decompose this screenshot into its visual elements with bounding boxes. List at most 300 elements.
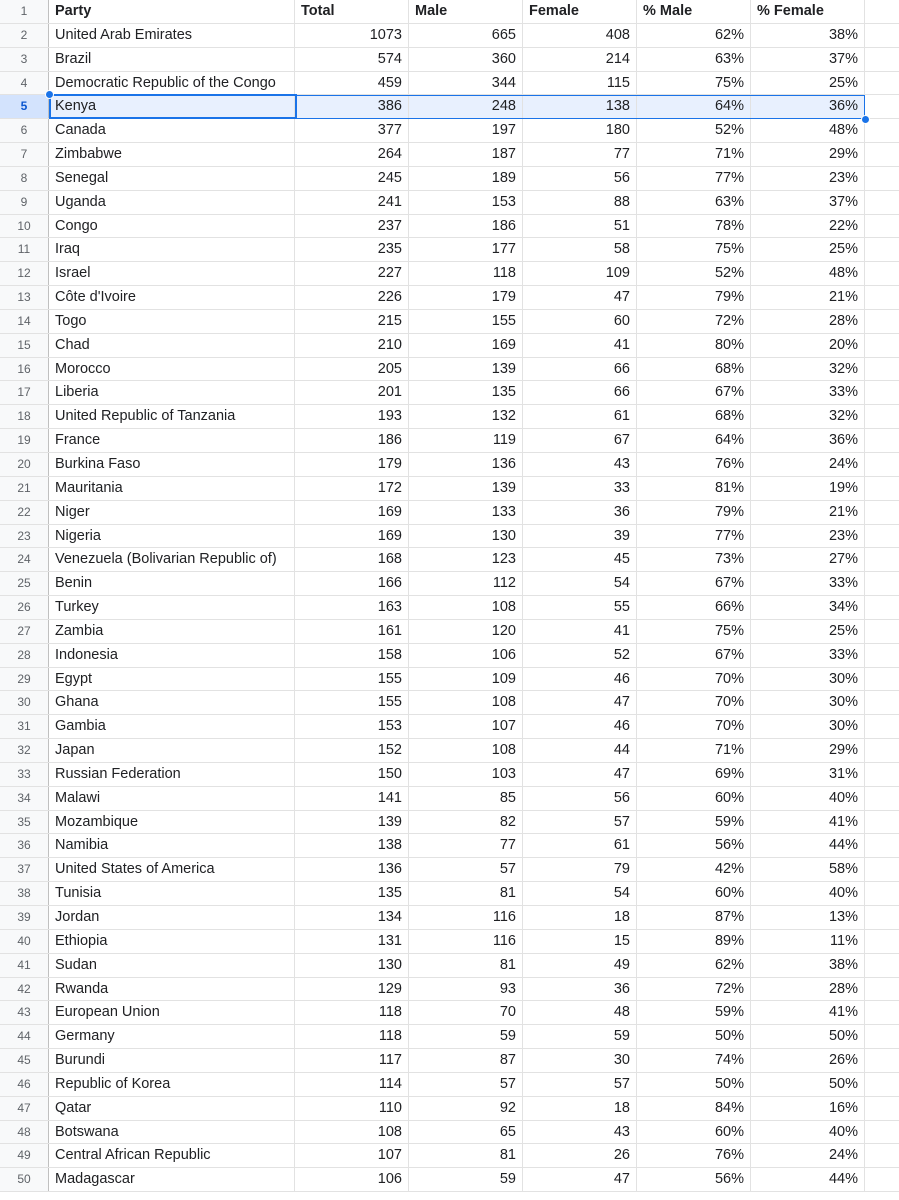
cell-total[interactable]: 169 (295, 525, 409, 548)
empty-cell[interactable] (865, 381, 899, 404)
cell-pct-male[interactable]: 68% (637, 358, 751, 381)
cell-female[interactable]: 54 (523, 572, 637, 595)
table-row[interactable] (0, 906, 899, 930)
empty-cell[interactable] (865, 548, 899, 571)
cell-pct-female[interactable]: 27% (751, 548, 865, 571)
row-number[interactable]: 17 (0, 381, 49, 404)
table-row[interactable] (0, 1025, 899, 1049)
cell-total[interactable]: 1073 (295, 24, 409, 47)
cell-total[interactable]: 152 (295, 739, 409, 762)
cell-female[interactable]: 47 (523, 763, 637, 786)
cell-party[interactable]: Madagascar (49, 1168, 295, 1191)
cell-male[interactable]: 130 (409, 525, 523, 548)
cell-male[interactable]: 81 (409, 1144, 523, 1167)
header-cell-pct-male[interactable]: % Male (637, 0, 751, 23)
cell-male[interactable]: 136 (409, 453, 523, 476)
table-row[interactable] (0, 429, 899, 453)
cell-total[interactable]: 169 (295, 501, 409, 524)
cell-female[interactable]: 56 (523, 167, 637, 190)
cell-female[interactable]: 18 (523, 906, 637, 929)
cell-female[interactable]: 47 (523, 1168, 637, 1191)
cell-pct-female[interactable]: 58% (751, 858, 865, 881)
cell-pct-male[interactable]: 63% (637, 191, 751, 214)
cell-party[interactable]: United States of America (49, 858, 295, 881)
cell-female[interactable]: 214 (523, 48, 637, 71)
cell-pct-male[interactable]: 67% (637, 644, 751, 667)
row-number[interactable]: 35 (0, 811, 49, 834)
cell-total[interactable]: 163 (295, 596, 409, 619)
table-row[interactable] (0, 191, 899, 215)
cell-female[interactable]: 46 (523, 668, 637, 691)
cell-pct-male[interactable]: 50% (637, 1025, 751, 1048)
cell-pct-male[interactable]: 67% (637, 572, 751, 595)
empty-cell[interactable] (865, 0, 899, 23)
empty-cell[interactable] (865, 238, 899, 261)
cell-pct-male[interactable]: 70% (637, 715, 751, 738)
cell-female[interactable]: 180 (523, 119, 637, 142)
cell-pct-female[interactable]: 40% (751, 882, 865, 905)
table-row[interactable] (0, 739, 899, 763)
cell-pct-male[interactable]: 63% (637, 48, 751, 71)
row-number[interactable]: 9 (0, 191, 49, 214)
cell-male[interactable]: 179 (409, 286, 523, 309)
cell-female[interactable]: 54 (523, 882, 637, 905)
header-cell-female[interactable]: Female (523, 0, 637, 23)
cell-total[interactable]: 114 (295, 1073, 409, 1096)
cell-male[interactable]: 81 (409, 882, 523, 905)
row-number[interactable]: 21 (0, 477, 49, 500)
table-row[interactable] (0, 167, 899, 191)
cell-total[interactable]: 264 (295, 143, 409, 166)
cell-party[interactable]: Sudan (49, 954, 295, 977)
cell-party[interactable]: Botswana (49, 1121, 295, 1144)
cell-total[interactable]: 193 (295, 405, 409, 428)
row-number[interactable]: 38 (0, 882, 49, 905)
empty-cell[interactable] (865, 262, 899, 285)
row-number[interactable]: 6 (0, 119, 49, 142)
cell-party[interactable]: Kenya (49, 95, 295, 118)
cell-party[interactable]: Germany (49, 1025, 295, 1048)
empty-cell[interactable] (865, 739, 899, 762)
cell-total[interactable]: 118 (295, 1001, 409, 1024)
cell-pct-female[interactable]: 30% (751, 715, 865, 738)
cell-female[interactable]: 41 (523, 334, 637, 357)
empty-cell[interactable] (865, 978, 899, 1001)
cell-pct-male[interactable]: 70% (637, 691, 751, 714)
cell-party[interactable]: Gambia (49, 715, 295, 738)
cell-male[interactable]: 118 (409, 262, 523, 285)
cell-female[interactable]: 61 (523, 405, 637, 428)
cell-total[interactable]: 155 (295, 691, 409, 714)
cell-total[interactable]: 130 (295, 954, 409, 977)
empty-cell[interactable] (865, 858, 899, 881)
empty-cell[interactable] (865, 1025, 899, 1048)
cell-total[interactable]: 131 (295, 930, 409, 953)
cell-pct-male[interactable]: 75% (637, 620, 751, 643)
empty-cell[interactable] (865, 429, 899, 452)
cell-party[interactable]: Nigeria (49, 525, 295, 548)
cell-female[interactable]: 44 (523, 739, 637, 762)
row-number[interactable]: 8 (0, 167, 49, 190)
cell-total[interactable]: 172 (295, 477, 409, 500)
cell-pct-male[interactable]: 81% (637, 477, 751, 500)
row-number[interactable]: 47 (0, 1097, 49, 1120)
cell-party[interactable]: Chad (49, 334, 295, 357)
cell-male[interactable]: 108 (409, 691, 523, 714)
empty-cell[interactable] (865, 1049, 899, 1072)
table-row[interactable] (0, 930, 899, 954)
empty-cell[interactable] (865, 24, 899, 47)
cell-pct-male[interactable]: 59% (637, 811, 751, 834)
header-cell-total[interactable]: Total (295, 0, 409, 23)
cell-female[interactable]: 57 (523, 1073, 637, 1096)
cell-party[interactable]: Burundi (49, 1049, 295, 1072)
cell-total[interactable]: 117 (295, 1049, 409, 1072)
cell-pct-male[interactable]: 79% (637, 286, 751, 309)
row-number[interactable]: 37 (0, 858, 49, 881)
row-number[interactable]: 44 (0, 1025, 49, 1048)
cell-female[interactable]: 61 (523, 834, 637, 857)
empty-cell[interactable] (865, 477, 899, 500)
row-number[interactable]: 20 (0, 453, 49, 476)
cell-pct-male[interactable]: 59% (637, 1001, 751, 1024)
cell-pct-male[interactable]: 60% (637, 787, 751, 810)
row-number[interactable]: 41 (0, 954, 49, 977)
cell-pct-female[interactable]: 16% (751, 1097, 865, 1120)
cell-female[interactable]: 55 (523, 596, 637, 619)
cell-pct-male[interactable]: 42% (637, 858, 751, 881)
cell-party[interactable]: Japan (49, 739, 295, 762)
cell-male[interactable]: 133 (409, 501, 523, 524)
cell-total[interactable]: 155 (295, 668, 409, 691)
cell-total[interactable]: 215 (295, 310, 409, 333)
row-number[interactable]: 49 (0, 1144, 49, 1167)
cell-total[interactable]: 377 (295, 119, 409, 142)
cell-pct-male[interactable]: 89% (637, 930, 751, 953)
cell-pct-female[interactable]: 25% (751, 72, 865, 95)
cell-party[interactable]: European Union (49, 1001, 295, 1024)
cell-pct-male[interactable]: 79% (637, 501, 751, 524)
cell-pct-male[interactable]: 50% (637, 1073, 751, 1096)
cell-male[interactable]: 107 (409, 715, 523, 738)
cell-pct-male[interactable]: 72% (637, 310, 751, 333)
row-number[interactable]: 28 (0, 644, 49, 667)
cell-party[interactable]: Benin (49, 572, 295, 595)
table-row[interactable] (0, 238, 899, 262)
empty-cell[interactable] (865, 191, 899, 214)
cell-pct-male[interactable]: 60% (637, 1121, 751, 1144)
row-number[interactable]: 39 (0, 906, 49, 929)
cell-male[interactable]: 112 (409, 572, 523, 595)
cell-pct-male[interactable]: 73% (637, 548, 751, 571)
cell-total[interactable]: 459 (295, 72, 409, 95)
cell-total[interactable]: 136 (295, 858, 409, 881)
cell-party[interactable]: Liberia (49, 381, 295, 404)
cell-male[interactable]: 82 (409, 811, 523, 834)
cell-party[interactable]: Israel (49, 262, 295, 285)
cell-female[interactable]: 45 (523, 548, 637, 571)
row-number[interactable]: 19 (0, 429, 49, 452)
table-row[interactable] (0, 858, 899, 882)
table-row[interactable] (0, 596, 899, 620)
cell-total[interactable]: 210 (295, 334, 409, 357)
cell-male[interactable]: 189 (409, 167, 523, 190)
row-number[interactable]: 3 (0, 48, 49, 71)
table-row[interactable] (0, 1073, 899, 1097)
cell-female[interactable]: 46 (523, 715, 637, 738)
table-row[interactable] (0, 1001, 899, 1025)
cell-total[interactable]: 226 (295, 286, 409, 309)
empty-cell[interactable] (865, 811, 899, 834)
row-number[interactable]: 14 (0, 310, 49, 333)
cell-party[interactable]: Ghana (49, 691, 295, 714)
cell-pct-female[interactable]: 25% (751, 620, 865, 643)
empty-cell[interactable] (865, 882, 899, 905)
cell-total[interactable]: 108 (295, 1121, 409, 1144)
table-row[interactable] (0, 954, 899, 978)
cell-male[interactable]: 119 (409, 429, 523, 452)
cell-pct-female[interactable]: 37% (751, 48, 865, 71)
cell-party[interactable]: Brazil (49, 48, 295, 71)
cell-total[interactable]: 153 (295, 715, 409, 738)
cell-female[interactable]: 408 (523, 24, 637, 47)
cell-party[interactable]: Senegal (49, 167, 295, 190)
cell-pct-male[interactable]: 74% (637, 1049, 751, 1072)
empty-cell[interactable] (865, 596, 899, 619)
cell-male[interactable]: 92 (409, 1097, 523, 1120)
table-row[interactable] (0, 501, 899, 525)
cell-male[interactable]: 57 (409, 858, 523, 881)
cell-total[interactable]: 168 (295, 548, 409, 571)
cell-male[interactable]: 177 (409, 238, 523, 261)
cell-male[interactable]: 248 (409, 95, 523, 118)
table-row[interactable] (0, 787, 899, 811)
cell-pct-female[interactable]: 50% (751, 1025, 865, 1048)
cell-pct-male[interactable]: 52% (637, 119, 751, 142)
cell-male[interactable]: 187 (409, 143, 523, 166)
cell-pct-female[interactable]: 33% (751, 381, 865, 404)
row-number[interactable]: 43 (0, 1001, 49, 1024)
cell-party[interactable]: Congo (49, 215, 295, 238)
empty-cell[interactable] (865, 930, 899, 953)
cell-total[interactable]: 141 (295, 787, 409, 810)
cell-total[interactable]: 179 (295, 453, 409, 476)
cell-female[interactable]: 49 (523, 954, 637, 977)
table-row[interactable] (0, 978, 899, 1002)
empty-cell[interactable] (865, 668, 899, 691)
cell-party[interactable]: United Arab Emirates (49, 24, 295, 47)
cell-male[interactable]: 123 (409, 548, 523, 571)
cell-pct-female[interactable]: 40% (751, 1121, 865, 1144)
cell-pct-female[interactable]: 19% (751, 477, 865, 500)
cell-pct-female[interactable]: 21% (751, 286, 865, 309)
cell-pct-female[interactable]: 38% (751, 24, 865, 47)
empty-cell[interactable] (865, 334, 899, 357)
cell-party[interactable]: Indonesia (49, 644, 295, 667)
cell-female[interactable]: 36 (523, 501, 637, 524)
row-number[interactable]: 26 (0, 596, 49, 619)
cell-pct-female[interactable]: 20% (751, 334, 865, 357)
cell-pct-male[interactable]: 84% (637, 1097, 751, 1120)
cell-total[interactable]: 118 (295, 1025, 409, 1048)
cell-male[interactable]: 77 (409, 834, 523, 857)
empty-cell[interactable] (865, 787, 899, 810)
table-row[interactable] (0, 48, 899, 72)
cell-female[interactable]: 58 (523, 238, 637, 261)
table-row[interactable] (0, 358, 899, 382)
cell-female[interactable]: 115 (523, 72, 637, 95)
cell-male[interactable]: 153 (409, 191, 523, 214)
row-number[interactable]: 34 (0, 787, 49, 810)
cell-pct-male[interactable]: 66% (637, 596, 751, 619)
cell-pct-female[interactable]: 29% (751, 143, 865, 166)
row-number[interactable]: 22 (0, 501, 49, 524)
cell-female[interactable]: 43 (523, 453, 637, 476)
cell-pct-female[interactable]: 30% (751, 668, 865, 691)
cell-female[interactable]: 30 (523, 1049, 637, 1072)
table-row[interactable] (0, 1049, 899, 1073)
cell-pct-male[interactable]: 71% (637, 739, 751, 762)
table-row[interactable] (0, 334, 899, 358)
cell-pct-female[interactable]: 24% (751, 1144, 865, 1167)
cell-female[interactable]: 57 (523, 811, 637, 834)
row-number[interactable]: 12 (0, 262, 49, 285)
cell-total[interactable]: 158 (295, 644, 409, 667)
cell-party[interactable]: Zambia (49, 620, 295, 643)
empty-cell[interactable] (865, 72, 899, 95)
cell-pct-female[interactable]: 36% (751, 95, 865, 118)
empty-cell[interactable] (865, 620, 899, 643)
cell-pct-male[interactable]: 69% (637, 763, 751, 786)
cell-male[interactable]: 139 (409, 358, 523, 381)
cell-female[interactable]: 47 (523, 691, 637, 714)
cell-male[interactable]: 87 (409, 1049, 523, 1072)
cell-total[interactable]: 227 (295, 262, 409, 285)
cell-total[interactable]: 205 (295, 358, 409, 381)
empty-cell[interactable] (865, 1168, 899, 1191)
cell-total[interactable]: 135 (295, 882, 409, 905)
cell-male[interactable]: 135 (409, 381, 523, 404)
empty-cell[interactable] (865, 572, 899, 595)
row-number[interactable]: 2 (0, 24, 49, 47)
cell-pct-male[interactable]: 62% (637, 24, 751, 47)
cell-party[interactable]: Ethiopia (49, 930, 295, 953)
cell-male[interactable]: 186 (409, 215, 523, 238)
cell-pct-female[interactable]: 44% (751, 1168, 865, 1191)
row-number[interactable]: 33 (0, 763, 49, 786)
row-number[interactable]: 45 (0, 1049, 49, 1072)
cell-pct-female[interactable]: 23% (751, 525, 865, 548)
header-cell-pct-female[interactable]: % Female (751, 0, 865, 23)
cell-pct-male[interactable]: 77% (637, 167, 751, 190)
cell-male[interactable]: 108 (409, 596, 523, 619)
cell-pct-female[interactable]: 26% (751, 1049, 865, 1072)
table-row[interactable] (0, 715, 899, 739)
cell-party[interactable]: Togo (49, 310, 295, 333)
cell-pct-male[interactable]: 60% (637, 882, 751, 905)
cell-total[interactable]: 386 (295, 95, 409, 118)
cell-party[interactable]: Rwanda (49, 978, 295, 1001)
table-row[interactable] (0, 95, 899, 119)
cell-pct-male[interactable]: 68% (637, 405, 751, 428)
header-cell-party[interactable]: Party (49, 0, 295, 23)
row-number[interactable]: 27 (0, 620, 49, 643)
cell-male[interactable]: 103 (409, 763, 523, 786)
row-number[interactable]: 46 (0, 1073, 49, 1096)
empty-cell[interactable] (865, 501, 899, 524)
cell-pct-female[interactable]: 28% (751, 310, 865, 333)
table-row[interactable] (0, 763, 899, 787)
cell-male[interactable]: 360 (409, 48, 523, 71)
cell-pct-male[interactable]: 76% (637, 453, 751, 476)
cell-female[interactable]: 41 (523, 620, 637, 643)
cell-female[interactable]: 56 (523, 787, 637, 810)
cell-male[interactable]: 109 (409, 668, 523, 691)
cell-male[interactable]: 139 (409, 477, 523, 500)
row-number[interactable]: 40 (0, 930, 49, 953)
cell-pct-male[interactable]: 64% (637, 429, 751, 452)
cell-female[interactable]: 60 (523, 310, 637, 333)
table-row[interactable] (0, 834, 899, 858)
table-row[interactable] (0, 1121, 899, 1145)
row-number[interactable]: 18 (0, 405, 49, 428)
cell-female[interactable]: 47 (523, 286, 637, 309)
table-row[interactable] (0, 310, 899, 334)
cell-party[interactable]: Egypt (49, 668, 295, 691)
cell-total[interactable]: 107 (295, 1144, 409, 1167)
cell-total[interactable]: 139 (295, 811, 409, 834)
empty-cell[interactable] (865, 1097, 899, 1120)
row-number[interactable]: 7 (0, 143, 49, 166)
row-number[interactable]: 32 (0, 739, 49, 762)
cell-total[interactable]: 161 (295, 620, 409, 643)
cell-pct-female[interactable]: 21% (751, 501, 865, 524)
row-number[interactable]: 1 (0, 0, 49, 23)
cell-party[interactable]: Morocco (49, 358, 295, 381)
cell-female[interactable]: 51 (523, 215, 637, 238)
empty-cell[interactable] (865, 453, 899, 476)
cell-male[interactable]: 665 (409, 24, 523, 47)
cell-pct-male[interactable]: 76% (637, 1144, 751, 1167)
empty-cell[interactable] (865, 954, 899, 977)
table-row[interactable] (0, 691, 899, 715)
cell-total[interactable]: 129 (295, 978, 409, 1001)
cell-pct-male[interactable]: 78% (637, 215, 751, 238)
cell-pct-male[interactable]: 56% (637, 834, 751, 857)
cell-male[interactable]: 65 (409, 1121, 523, 1144)
table-row[interactable] (0, 24, 899, 48)
cell-party[interactable]: Russian Federation (49, 763, 295, 786)
row-number[interactable]: 5 (0, 95, 49, 118)
cell-total[interactable]: 134 (295, 906, 409, 929)
table-row[interactable] (0, 215, 899, 239)
cell-pct-male[interactable]: 52% (637, 262, 751, 285)
row-number[interactable]: 36 (0, 834, 49, 857)
cell-pct-female[interactable]: 36% (751, 429, 865, 452)
cell-total[interactable]: 237 (295, 215, 409, 238)
empty-cell[interactable] (865, 1001, 899, 1024)
cell-pct-female[interactable]: 33% (751, 572, 865, 595)
table-row[interactable] (0, 286, 899, 310)
cell-party[interactable]: Canada (49, 119, 295, 142)
row-number[interactable]: 4 (0, 72, 49, 95)
cell-total[interactable]: 106 (295, 1168, 409, 1191)
cell-total[interactable]: 574 (295, 48, 409, 71)
cell-male[interactable]: 93 (409, 978, 523, 1001)
cell-female[interactable]: 67 (523, 429, 637, 452)
cell-party[interactable]: Venezuela (Bolivarian Republic of) (49, 548, 295, 571)
table-row[interactable] (0, 405, 899, 429)
